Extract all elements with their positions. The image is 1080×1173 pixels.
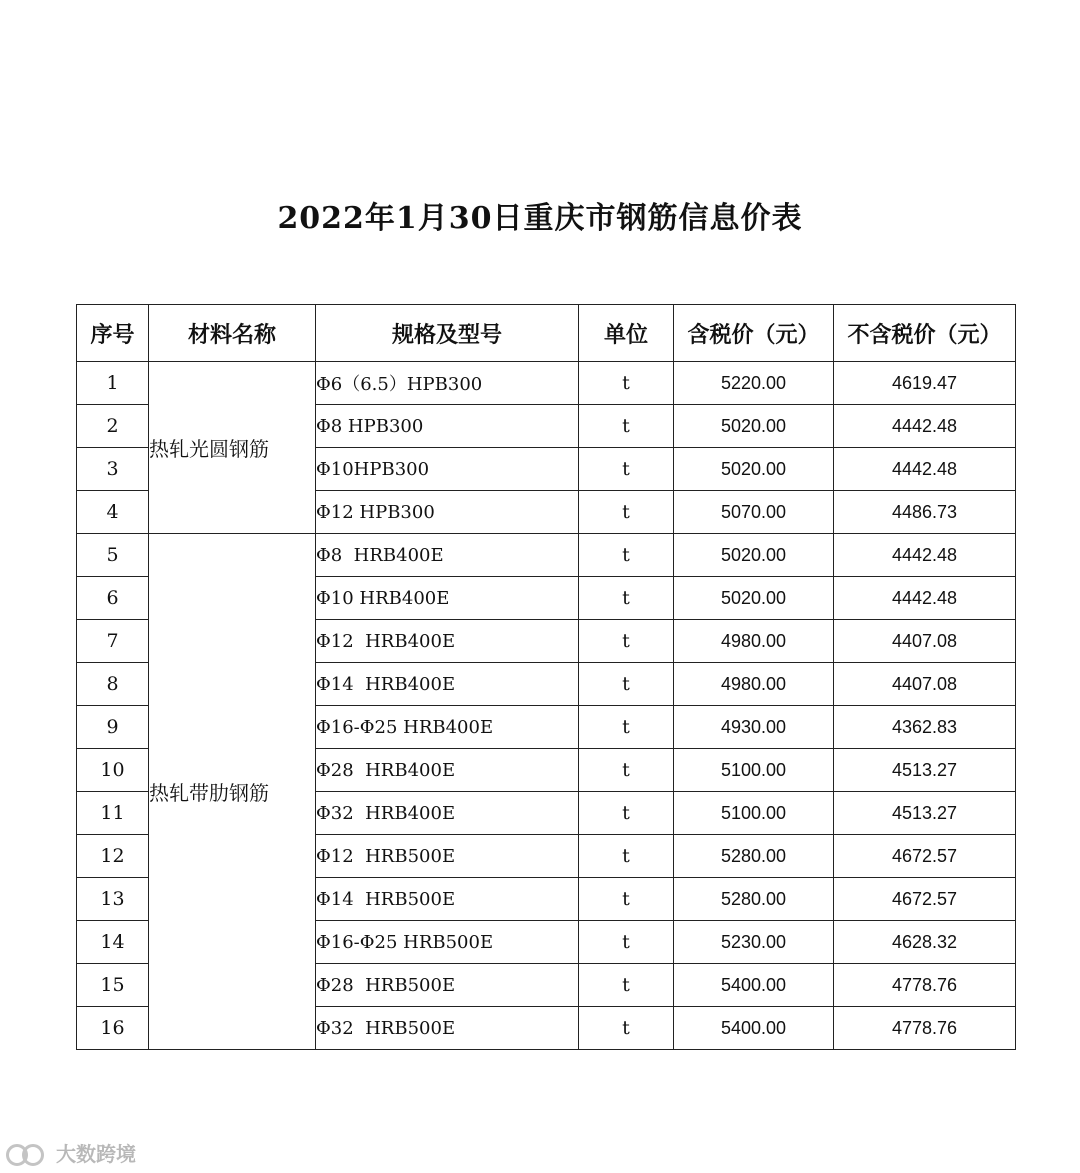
table-row — [77, 534, 1016, 577]
spec-cell: Φ12 HRB400E — [316, 620, 579, 663]
spec-cell: Φ6（6.5）HPB300 — [316, 362, 579, 405]
price-with-tax-cell: 5020.00 — [674, 534, 834, 577]
price-with-tax-cell: 5280.00 — [674, 878, 834, 921]
row-seq-cell: 4 — [77, 491, 149, 534]
spec-cell: Φ32 HRB500E — [316, 1007, 579, 1050]
spec-cell: Φ8 HRB400E — [316, 534, 579, 577]
price-with-tax-cell: 5400.00 — [674, 1007, 834, 1050]
price-with-tax-cell: 5400.00 — [674, 964, 834, 1007]
spec-cell: Φ28 HRB500E — [316, 964, 579, 1007]
header-seq: 序号 — [77, 305, 149, 362]
unit-cell: t — [579, 835, 674, 878]
spec-cell: Φ14 HRB400E — [316, 663, 579, 706]
row-seq-cell: 13 — [77, 878, 149, 921]
material-name-cell: 热轧光圆钢筋 — [149, 362, 316, 534]
row-seq-cell: 14 — [77, 921, 149, 964]
row-seq-cell: 9 — [77, 706, 149, 749]
unit-cell: t — [579, 620, 674, 663]
unit-cell: t — [579, 706, 674, 749]
price-with-tax-cell: 5100.00 — [674, 792, 834, 835]
price-with-tax-cell: 5220.00 — [674, 362, 834, 405]
spec-cell: Φ16-Φ25 HRB500E — [316, 921, 579, 964]
header-price-with-tax: 含税价（元） — [674, 305, 834, 362]
unit-cell: t — [579, 577, 674, 620]
table-header-row — [77, 305, 1016, 362]
unit-cell: t — [579, 792, 674, 835]
price-with-tax-cell: 5100.00 — [674, 749, 834, 792]
row-seq-cell: 10 — [77, 749, 149, 792]
spec-cell: Φ14 HRB500E — [316, 878, 579, 921]
price-with-tax-cell: 4980.00 — [674, 663, 834, 706]
price-without-tax-cell: 4672.57 — [834, 835, 1016, 878]
table-row — [77, 362, 1016, 405]
row-seq-cell: 2 — [77, 405, 149, 448]
price-table — [76, 304, 1016, 1050]
price-with-tax-cell: 5230.00 — [674, 921, 834, 964]
unit-cell: t — [579, 1007, 674, 1050]
price-without-tax-cell: 4778.76 — [834, 964, 1016, 1007]
double-ring-logo-icon — [6, 1142, 50, 1164]
price-without-tax-cell: 4407.08 — [834, 620, 1016, 663]
row-seq-cell: 15 — [77, 964, 149, 1007]
price-without-tax-cell: 4513.27 — [834, 792, 1016, 835]
price-without-tax-cell: 4486.73 — [834, 491, 1016, 534]
price-with-tax-cell: 5280.00 — [674, 835, 834, 878]
page-title: 2022年1月30日重庆市钢筋信息价表 — [277, 201, 803, 236]
material-name-cell: 热轧带肋钢筋 — [149, 534, 316, 1050]
row-seq-cell: 1 — [77, 362, 149, 405]
row-seq-cell: 16 — [77, 1007, 149, 1050]
price-without-tax-cell: 4442.48 — [834, 534, 1016, 577]
price-with-tax-cell: 4930.00 — [674, 706, 834, 749]
row-seq-cell: 6 — [77, 577, 149, 620]
price-without-tax-cell: 4513.27 — [834, 749, 1016, 792]
price-without-tax-cell: 4362.83 — [834, 706, 1016, 749]
price-with-tax-cell: 5020.00 — [674, 448, 834, 491]
unit-cell: t — [579, 362, 674, 405]
row-seq-cell: 11 — [77, 792, 149, 835]
price-with-tax-cell: 5020.00 — [674, 577, 834, 620]
row-seq-cell: 7 — [77, 620, 149, 663]
row-seq-cell: 5 — [77, 534, 149, 577]
price-without-tax-cell: 4442.48 — [834, 405, 1016, 448]
spec-cell: Φ8 HPB300 — [316, 405, 579, 448]
price-with-tax-cell: 5070.00 — [674, 491, 834, 534]
unit-cell: t — [579, 534, 674, 577]
unit-cell: t — [579, 964, 674, 1007]
unit-cell: t — [579, 405, 674, 448]
unit-cell: t — [579, 921, 674, 964]
header-price-without-tax: 不含税价（元） — [834, 305, 1016, 362]
spec-cell: Φ32 HRB400E — [316, 792, 579, 835]
spec-cell: Φ12 HPB300 — [316, 491, 579, 534]
header-material: 材料名称 — [149, 305, 316, 362]
price-without-tax-cell: 4442.48 — [834, 577, 1016, 620]
unit-cell: t — [579, 491, 674, 534]
header-unit: 单位 — [579, 305, 674, 362]
table-body — [77, 362, 1016, 1050]
spec-cell: Φ16-Φ25 HRB400E — [316, 706, 579, 749]
row-seq-cell: 8 — [77, 663, 149, 706]
header-spec: 规格及型号 — [316, 305, 579, 362]
price-with-tax-cell: 5020.00 — [674, 405, 834, 448]
price-without-tax-cell: 4778.76 — [834, 1007, 1016, 1050]
price-without-tax-cell: 4442.48 — [834, 448, 1016, 491]
row-seq-cell: 3 — [77, 448, 149, 491]
spec-cell: Φ12 HRB500E — [316, 835, 579, 878]
unit-cell: t — [579, 663, 674, 706]
price-without-tax-cell: 4619.47 — [834, 362, 1016, 405]
row-seq-cell: 12 — [77, 835, 149, 878]
unit-cell: t — [579, 878, 674, 921]
price-without-tax-cell: 4407.08 — [834, 663, 1016, 706]
spec-cell: Φ28 HRB400E — [316, 749, 579, 792]
price-without-tax-cell: 4628.32 — [834, 921, 1016, 964]
price-without-tax-cell: 4672.57 — [834, 878, 1016, 921]
price-with-tax-cell: 4980.00 — [674, 620, 834, 663]
spec-cell: Φ10 HRB400E — [316, 577, 579, 620]
watermark-text: 大数跨境 — [56, 1142, 136, 1166]
spec-cell: Φ10HPB300 — [316, 448, 579, 491]
unit-cell: t — [579, 448, 674, 491]
watermark — [6, 1138, 136, 1167]
unit-cell: t — [579, 749, 674, 792]
